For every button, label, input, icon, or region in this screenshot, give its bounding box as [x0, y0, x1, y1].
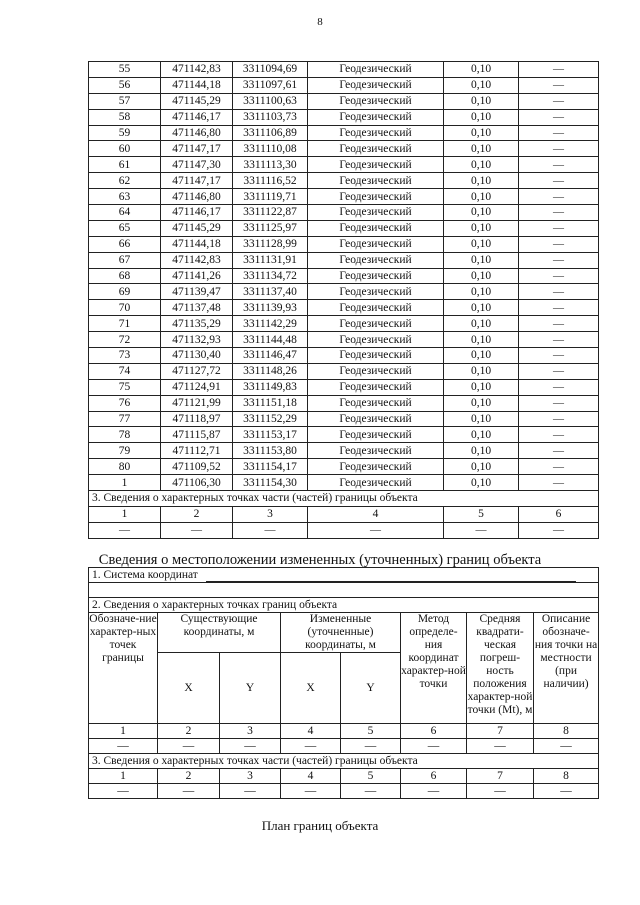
point-number-cell: 73	[89, 348, 161, 364]
table-row	[89, 475, 599, 491]
point-number-cell: 74	[89, 363, 161, 379]
description-cell: —	[519, 62, 599, 78]
boundary-points-body	[89, 62, 599, 491]
method-cell: Геодезический	[308, 316, 444, 332]
coord-system-row	[89, 568, 599, 583]
table-row	[89, 205, 599, 221]
y-coordinate-cell: 3311100,63	[233, 93, 308, 109]
point-number-cell: 75	[89, 379, 161, 395]
column-number: 2	[161, 506, 233, 522]
y-coordinate-cell: 3311152,29	[233, 411, 308, 427]
empty-cell: —	[341, 739, 401, 754]
table-row	[89, 62, 599, 78]
table-row	[89, 300, 599, 316]
x-coordinate-cell: 471147,17	[161, 173, 233, 189]
x-coordinate-cell: 471145,29	[161, 93, 233, 109]
table-row	[89, 427, 599, 443]
description-cell: —	[519, 316, 599, 332]
x-coordinate-cell: 471147,17	[161, 141, 233, 157]
table-row	[89, 236, 599, 252]
point-number-cell: 63	[89, 189, 161, 205]
description-cell: —	[519, 236, 599, 252]
rms-error-cell: 0,10	[444, 109, 519, 125]
method-cell: Геодезический	[308, 173, 444, 189]
description-cell: —	[519, 411, 599, 427]
x-coordinate-cell: 471146,17	[161, 205, 233, 221]
y-coordinate-cell: 3311139,93	[233, 300, 308, 316]
x-coordinate-cell: 471141,26	[161, 268, 233, 284]
y-coordinate-cell: 3311103,73	[233, 109, 308, 125]
column-number: 2	[158, 724, 220, 739]
header-row	[89, 613, 599, 653]
x-coordinate-cell: 471146,80	[161, 189, 233, 205]
description-cell: —	[519, 109, 599, 125]
empty-cell: —	[444, 522, 519, 538]
changed-borders-title: Сведения о местоположении измененных (уточненных) границ объекта	[98, 552, 542, 568]
point-number-cell: 59	[89, 125, 161, 141]
empty-cell: —	[158, 784, 220, 799]
column-number: 7	[467, 769, 534, 784]
header-changed-y: Y	[341, 653, 401, 724]
description-cell: —	[519, 157, 599, 173]
y-coordinate-cell: 3311154,17	[233, 459, 308, 475]
table-row	[89, 173, 599, 189]
rms-error-cell: 0,10	[444, 157, 519, 173]
table-row	[89, 189, 599, 205]
point-number-cell: 76	[89, 395, 161, 411]
empty-cell: —	[281, 739, 341, 754]
point-number-cell: 62	[89, 173, 161, 189]
table-row	[89, 109, 599, 125]
description-cell: —	[519, 379, 599, 395]
rms-error-cell: 0,10	[444, 332, 519, 348]
y-coordinate-cell: 3311122,87	[233, 205, 308, 221]
method-cell: Геодезический	[308, 109, 444, 125]
header-point-designation: Обозначе-ние характер-ных точек границы	[89, 613, 158, 724]
x-coordinate-cell: 471146,80	[161, 125, 233, 141]
description-cell: —	[519, 459, 599, 475]
column-number: 4	[308, 506, 444, 522]
x-coordinate-cell: 471146,17	[161, 109, 233, 125]
header-description: Описание обозначе-ния точки на местности (при наличии)	[534, 613, 599, 724]
description-cell: —	[519, 141, 599, 157]
x-coordinate-cell: 471139,47	[161, 284, 233, 300]
description-cell: —	[519, 252, 599, 268]
point-number-cell: 71	[89, 316, 161, 332]
column-number: 1	[89, 724, 158, 739]
x-coordinate-cell: 471147,30	[161, 157, 233, 173]
column-number: 6	[519, 506, 599, 522]
blank-row	[89, 583, 599, 598]
header-existing-x: X	[158, 653, 220, 724]
coord-system-blank	[206, 569, 576, 582]
table-row	[89, 268, 599, 284]
point-number-cell: 79	[89, 443, 161, 459]
parts-empty-row	[89, 784, 599, 799]
rms-error-cell: 0,10	[444, 62, 519, 78]
empty-cell: —	[401, 784, 467, 799]
x-coordinate-cell: 471137,48	[161, 300, 233, 316]
rms-error-cell: 0,10	[444, 443, 519, 459]
table-row	[89, 316, 599, 332]
column-number: 3	[220, 769, 281, 784]
column-number: 4	[281, 769, 341, 784]
column-number: 5	[341, 724, 401, 739]
method-cell: Геодезический	[308, 125, 444, 141]
description-cell: —	[519, 125, 599, 141]
rms-error-cell: 0,10	[444, 189, 519, 205]
description-cell: —	[519, 427, 599, 443]
empty-cell: —	[220, 739, 281, 754]
point-number-cell: 68	[89, 268, 161, 284]
empty-cell: —	[467, 784, 534, 799]
y-coordinate-cell: 3311151,18	[233, 395, 308, 411]
rms-error-cell: 0,10	[444, 379, 519, 395]
header-existing-coords: Существующие координаты, м	[158, 613, 281, 653]
parts-section-title: 3. Сведения о характерных точках части (частей) границы объекта	[89, 754, 599, 769]
column-number: 3	[220, 724, 281, 739]
column-number: 2	[158, 769, 220, 784]
method-cell: Геодезический	[308, 411, 444, 427]
point-number-cell: 56	[89, 77, 161, 93]
method-cell: Геодезический	[308, 268, 444, 284]
x-coordinate-cell: 471106,30	[161, 475, 233, 491]
boundary-points-table	[88, 61, 599, 539]
method-cell: Геодезический	[308, 443, 444, 459]
point-number-cell: 57	[89, 93, 161, 109]
description-cell: —	[519, 77, 599, 93]
table-row	[89, 443, 599, 459]
y-coordinate-cell: 3311154,30	[233, 475, 308, 491]
y-coordinate-cell: 3311113,30	[233, 157, 308, 173]
description-cell: —	[519, 268, 599, 284]
y-coordinate-cell: 3311142,29	[233, 316, 308, 332]
x-coordinate-cell: 471132,93	[161, 332, 233, 348]
x-coordinate-cell: 471144,18	[161, 236, 233, 252]
description-cell: —	[519, 475, 599, 491]
point-number-cell: 78	[89, 427, 161, 443]
rms-error-cell: 0,10	[444, 125, 519, 141]
table-row	[89, 77, 599, 93]
method-cell: Геодезический	[308, 93, 444, 109]
x-coordinate-cell: 471145,29	[161, 220, 233, 236]
column-number: 4	[281, 724, 341, 739]
point-number-cell: 58	[89, 109, 161, 125]
method-cell: Геодезический	[308, 189, 444, 205]
y-coordinate-cell: 3311149,83	[233, 379, 308, 395]
point-number-cell: 55	[89, 62, 161, 78]
point-number-cell: 80	[89, 459, 161, 475]
description-cell: —	[519, 300, 599, 316]
column-number: 8	[534, 769, 599, 784]
column-number: 3	[233, 506, 308, 522]
plan-title: План границ объекта	[261, 818, 379, 833]
method-cell: Геодезический	[308, 252, 444, 268]
table-row	[89, 284, 599, 300]
empty-values-row	[89, 739, 599, 754]
method-cell: Геодезический	[308, 427, 444, 443]
description-cell: —	[519, 284, 599, 300]
parts-column-numbers-row	[89, 769, 599, 784]
y-coordinate-cell: 3311125,97	[233, 220, 308, 236]
x-coordinate-cell: 471109,52	[161, 459, 233, 475]
table-row	[89, 93, 599, 109]
empty-cell: —	[341, 784, 401, 799]
empty-cell: —	[308, 522, 444, 538]
header-changed-x: X	[281, 653, 341, 724]
method-cell: Геодезический	[308, 141, 444, 157]
description-cell: —	[519, 205, 599, 221]
rms-error-cell: 0,10	[444, 77, 519, 93]
method-cell: Геодезический	[308, 348, 444, 364]
rms-error-cell: 0,10	[444, 459, 519, 475]
column-number: 6	[401, 724, 467, 739]
x-coordinate-cell: 471121,99	[161, 395, 233, 411]
method-cell: Геодезический	[308, 157, 444, 173]
x-coordinate-cell: 471135,29	[161, 316, 233, 332]
rms-error-cell: 0,10	[444, 411, 519, 427]
column-number: 8	[534, 724, 599, 739]
parts-section-title: 3. Сведения о характерных точках части (частей) границы объекта	[89, 491, 599, 507]
y-coordinate-cell: 3311153,17	[233, 427, 308, 443]
empty-cell: —	[281, 784, 341, 799]
empty-cell: —	[89, 739, 158, 754]
description-cell: —	[519, 363, 599, 379]
rms-error-cell: 0,10	[444, 220, 519, 236]
empty-cell: —	[233, 522, 308, 538]
table-row	[89, 332, 599, 348]
point-number-cell: 66	[89, 236, 161, 252]
point-number-cell: 60	[89, 141, 161, 157]
rms-error-cell: 0,10	[444, 284, 519, 300]
header-method: Метод определе-ния координат характер-ной точки	[401, 613, 467, 724]
empty-cell: —	[89, 784, 158, 799]
rms-error-cell: 0,10	[444, 363, 519, 379]
rms-error-cell: 0,10	[444, 268, 519, 284]
description-cell: —	[519, 189, 599, 205]
point-number-cell: 70	[89, 300, 161, 316]
point-number-cell: 72	[89, 332, 161, 348]
point-number-cell: 1	[89, 475, 161, 491]
y-coordinate-cell: 3311128,99	[233, 236, 308, 252]
rms-error-cell: 0,10	[444, 141, 519, 157]
table-row	[89, 252, 599, 268]
parts-section-row	[89, 754, 599, 769]
x-coordinate-cell: 471124,91	[161, 379, 233, 395]
y-coordinate-cell: 3311153,80	[233, 443, 308, 459]
column-number: 7	[467, 724, 534, 739]
table-row	[89, 348, 599, 364]
table-row	[89, 125, 599, 141]
table-row	[89, 395, 599, 411]
method-cell: Геодезический	[308, 236, 444, 252]
table-row	[89, 157, 599, 173]
column-number: 5	[341, 769, 401, 784]
y-coordinate-cell: 3311106,89	[233, 125, 308, 141]
y-coordinate-cell: 3311148,26	[233, 363, 308, 379]
table-row	[89, 220, 599, 236]
column-numbers-row	[89, 724, 599, 739]
parts-empty-row	[89, 522, 599, 538]
y-coordinate-cell: 3311137,40	[233, 284, 308, 300]
y-coordinate-cell: 3311110,08	[233, 141, 308, 157]
method-cell: Геодезический	[308, 205, 444, 221]
rms-error-cell: 0,10	[444, 205, 519, 221]
description-cell: —	[519, 93, 599, 109]
point-number-cell: 65	[89, 220, 161, 236]
table-row	[89, 411, 599, 427]
rms-error-cell: 0,10	[444, 93, 519, 109]
empty-cell: —	[161, 522, 233, 538]
rms-error-cell: 0,10	[444, 427, 519, 443]
coord-system-label: 1. Система координат	[92, 569, 198, 581]
empty-cell: —	[534, 784, 599, 799]
point-number-cell: 64	[89, 205, 161, 221]
rms-error-cell: 0,10	[444, 236, 519, 252]
method-cell: Геодезический	[308, 300, 444, 316]
column-number: 1	[89, 506, 161, 522]
point-number-cell: 69	[89, 284, 161, 300]
method-cell: Геодезический	[308, 475, 444, 491]
y-coordinate-cell: 3311116,52	[233, 173, 308, 189]
empty-cell: —	[89, 522, 161, 538]
point-number-cell: 77	[89, 411, 161, 427]
description-cell: —	[519, 173, 599, 189]
description-cell: —	[519, 332, 599, 348]
rms-error-cell: 0,10	[444, 475, 519, 491]
column-number: 5	[444, 506, 519, 522]
rms-error-cell: 0,10	[444, 252, 519, 268]
x-coordinate-cell: 471127,72	[161, 363, 233, 379]
empty-cell: —	[534, 739, 599, 754]
table-row	[89, 363, 599, 379]
empty-cell: —	[220, 784, 281, 799]
x-coordinate-cell: 471112,71	[161, 443, 233, 459]
section2-title: 2. Сведения о характерных точках границ объекта	[89, 598, 599, 613]
x-coordinate-cell: 471130,40	[161, 348, 233, 364]
rms-error-cell: 0,10	[444, 348, 519, 364]
point-number-cell: 61	[89, 157, 161, 173]
x-coordinate-cell: 471142,83	[161, 252, 233, 268]
parts-column-numbers-row	[89, 506, 599, 522]
changed-borders-table	[88, 567, 599, 799]
y-coordinate-cell: 3311144,48	[233, 332, 308, 348]
y-coordinate-cell: 3311146,47	[233, 348, 308, 364]
column-number: 1	[89, 769, 158, 784]
parts-section-row	[89, 491, 599, 507]
table-row	[89, 141, 599, 157]
method-cell: Геодезический	[308, 363, 444, 379]
x-coordinate-cell: 471118,97	[161, 411, 233, 427]
table-row	[89, 379, 599, 395]
page-number: 8	[317, 16, 323, 28]
empty-cell: —	[519, 522, 599, 538]
method-cell: Геодезический	[308, 379, 444, 395]
method-cell: Геодезический	[308, 284, 444, 300]
description-cell: —	[519, 220, 599, 236]
method-cell: Геодезический	[308, 220, 444, 236]
method-cell: Геодезический	[308, 459, 444, 475]
empty-cell: —	[467, 739, 534, 754]
x-coordinate-cell: 471115,87	[161, 427, 233, 443]
y-coordinate-cell: 3311097,61	[233, 77, 308, 93]
y-coordinate-cell: 3311134,72	[233, 268, 308, 284]
table-row	[89, 459, 599, 475]
y-coordinate-cell: 3311094,69	[233, 62, 308, 78]
empty-cell: —	[158, 739, 220, 754]
description-cell: —	[519, 443, 599, 459]
column-number: 6	[401, 769, 467, 784]
method-cell: Геодезический	[308, 395, 444, 411]
header-rms-error: Средняя квадрати-ческая погреш-ность положения характер-ной точки (Mt), м	[467, 613, 534, 724]
rms-error-cell: 0,10	[444, 300, 519, 316]
point-number-cell: 67	[89, 252, 161, 268]
description-cell: —	[519, 348, 599, 364]
method-cell: Геодезический	[308, 332, 444, 348]
method-cell: Геодезический	[308, 77, 444, 93]
x-coordinate-cell: 471142,83	[161, 62, 233, 78]
section2-row	[89, 598, 599, 613]
rms-error-cell: 0,10	[444, 395, 519, 411]
description-cell: —	[519, 395, 599, 411]
header-changed-coords: Измененные (уточненные) координаты, м	[281, 613, 401, 653]
empty-cell: —	[401, 739, 467, 754]
rms-error-cell: 0,10	[444, 173, 519, 189]
y-coordinate-cell: 3311119,71	[233, 189, 308, 205]
method-cell: Геодезический	[308, 62, 444, 78]
header-existing-y: Y	[220, 653, 281, 724]
rms-error-cell: 0,10	[444, 316, 519, 332]
y-coordinate-cell: 3311131,91	[233, 252, 308, 268]
x-coordinate-cell: 471144,18	[161, 77, 233, 93]
